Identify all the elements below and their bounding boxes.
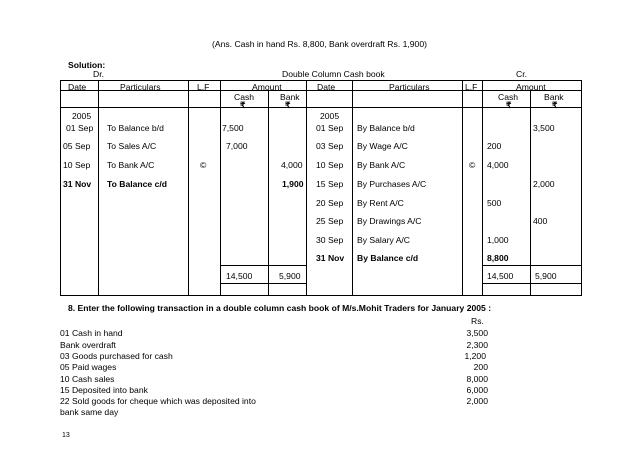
question-currency-header: Rs.: [471, 316, 484, 326]
dr-bank-currency: ₹: [285, 100, 291, 110]
question-item-amount: 200: [473, 362, 488, 372]
col-border-dr-lf: [220, 80, 221, 296]
dr-cash-header: Cash: [234, 92, 255, 102]
cr-row-date: 03 Sep: [316, 141, 344, 151]
cr-row-date: 25 Sep: [316, 216, 344, 226]
cr-row-particulars: By Wage A/C: [357, 141, 408, 151]
cr-year: 2005: [320, 111, 340, 121]
dr-particulars-header: Particulars: [120, 82, 161, 92]
question-item-text: 05 Paid wages: [60, 362, 117, 372]
question-text: [68, 304, 491, 313]
cr-date-header: Date: [317, 82, 336, 92]
cr-row-bank: 2,000: [533, 179, 555, 189]
cr-row-date: 10 Sep: [316, 160, 344, 170]
dr-total-bank: 5,900: [279, 271, 301, 281]
col-border-middle: [306, 80, 307, 296]
cr-cash-header: Cash: [498, 92, 519, 102]
dr-amount-header: Amount: [252, 82, 282, 92]
col-border-cr-cash: [530, 90, 531, 296]
dr-row-cash: 7,000: [226, 141, 248, 151]
cr-row-particulars: By Purchases A/C: [357, 179, 427, 189]
question-item-amount: 6,000: [466, 385, 488, 395]
col-border-cr-date: [352, 80, 353, 296]
cr-particulars-header: Particulars: [389, 82, 430, 92]
dr-lf-header: L.F: [197, 82, 210, 92]
cashbook-title: Double Column Cash book: [282, 69, 385, 79]
cr-total-cash: 14,500: [487, 271, 514, 281]
cr-row-bank: 400: [533, 216, 548, 226]
question-item-text: 22 Sold goods for cheque which was deposited into: [60, 396, 256, 406]
question-item-amount: 2,000: [466, 396, 488, 406]
cr-row-date: 20 Sep: [316, 198, 344, 208]
cr-row-cash: 4,000: [487, 160, 509, 170]
question-item-amount: 3,500: [466, 328, 488, 338]
col-border-dr-particulars: [188, 80, 189, 296]
header-bottom-border: [60, 107, 582, 108]
question-item-text: 15 Deposited into bank: [60, 385, 148, 395]
col-border-cr-lf: [482, 80, 483, 296]
dr-row-date: 05 Sep: [63, 141, 91, 151]
question-item-text: bank same day: [60, 407, 119, 417]
credit-total-top-line: [482, 265, 582, 266]
question-text-content: 8. Enter the following transaction in a double column cash book of M/s.Mohit Traders for January 2005 :: [68, 303, 492, 313]
debit-total-top-line: [220, 265, 306, 266]
question-item-amount: 1,200: [464, 351, 486, 361]
cr-row-lf: ©: [469, 160, 476, 170]
question-item-amount: 2,300: [466, 340, 488, 350]
dr-row-lf: ©: [200, 160, 207, 170]
dr-bank-header: Bank: [280, 92, 300, 102]
cr-row-cash: 200: [487, 141, 502, 151]
cr-row-bank: 3,500: [533, 123, 555, 133]
cr-row-particulars: By Balance b/d: [357, 123, 415, 133]
dr-row-bank: 4,000: [281, 160, 303, 170]
cr-row-particulars: By Salary A/C: [357, 235, 411, 245]
dr-row-date: 10 Sep: [63, 160, 91, 170]
cr-row-particulars: By Rent A/C: [357, 198, 404, 208]
cr-row-cash: 1,000: [487, 235, 509, 245]
cr-lf-header: L.F: [465, 82, 478, 92]
table-top-border: [60, 80, 582, 81]
cr-row-date: 15 Sep: [316, 179, 344, 189]
dr-date-header: Date: [68, 82, 87, 92]
cr-row-cash: 8,800: [487, 253, 509, 263]
cr-row-cash: 500: [487, 198, 502, 208]
dr-row-cash: 7,500: [222, 123, 244, 133]
dr-row-date: 01 Sep: [66, 123, 94, 133]
dr-row-particulars: To Balance b/d: [107, 123, 164, 133]
col-border-left: [60, 80, 61, 296]
col-border-dr-cash: [268, 90, 269, 296]
dr-row-particulars: To Sales A/C: [107, 141, 157, 151]
dr-year: 2005: [72, 111, 92, 121]
solution-label: Solution:: [68, 60, 106, 70]
debit-total-bottom-line: [220, 283, 306, 284]
cr-label: Cr.: [516, 69, 527, 79]
dr-row-bank: 1,900: [282, 179, 304, 189]
question-item-text: 10 Cash sales: [60, 374, 115, 384]
cr-row-particulars: By Bank A/C: [357, 160, 406, 170]
cr-bank-header: Bank: [544, 92, 564, 102]
question-item-text: 01 Cash in hand: [60, 328, 123, 338]
cr-bank-currency: ₹: [552, 100, 558, 110]
col-border-right: [581, 80, 582, 296]
question-item-text: Bank overdraft: [60, 340, 116, 350]
dr-row-particulars: To Balance c/d: [107, 179, 168, 189]
dr-row-particulars: To Bank A/C: [107, 160, 155, 170]
cr-row-particulars: By Balance c/d: [357, 253, 419, 263]
col-border-dr-date: [98, 80, 99, 296]
cr-total-bank: 5,900: [535, 271, 557, 281]
dr-row-date: 31 Nov: [63, 179, 92, 189]
credit-total-bottom-line: [482, 283, 582, 284]
dr-label: Dr.: [93, 69, 104, 79]
page-number: 13: [62, 432, 70, 439]
question-item-text: 03 Goods purchased for cash: [60, 351, 173, 361]
cr-amount-header: Amount: [516, 82, 546, 92]
cr-row-date: 31 Nov: [316, 253, 345, 263]
cr-row-date: 01 Sep: [316, 123, 344, 133]
table-bottom-border: [60, 295, 582, 296]
question-item-amount: 8,000: [466, 374, 488, 384]
cr-row-date: 30 Sep: [316, 235, 344, 245]
dr-cash-currency: ₹: [240, 100, 246, 110]
answer-line: (Ans. Cash in hand Rs. 8,800, Bank overdraft Rs. 1,900): [212, 39, 427, 49]
cr-row-particulars: By Drawings A/C: [357, 216, 422, 226]
dr-total-cash: 14,500: [226, 271, 253, 281]
cr-cash-currency: ₹: [506, 100, 512, 110]
col-border-cr-particulars: [462, 80, 463, 296]
